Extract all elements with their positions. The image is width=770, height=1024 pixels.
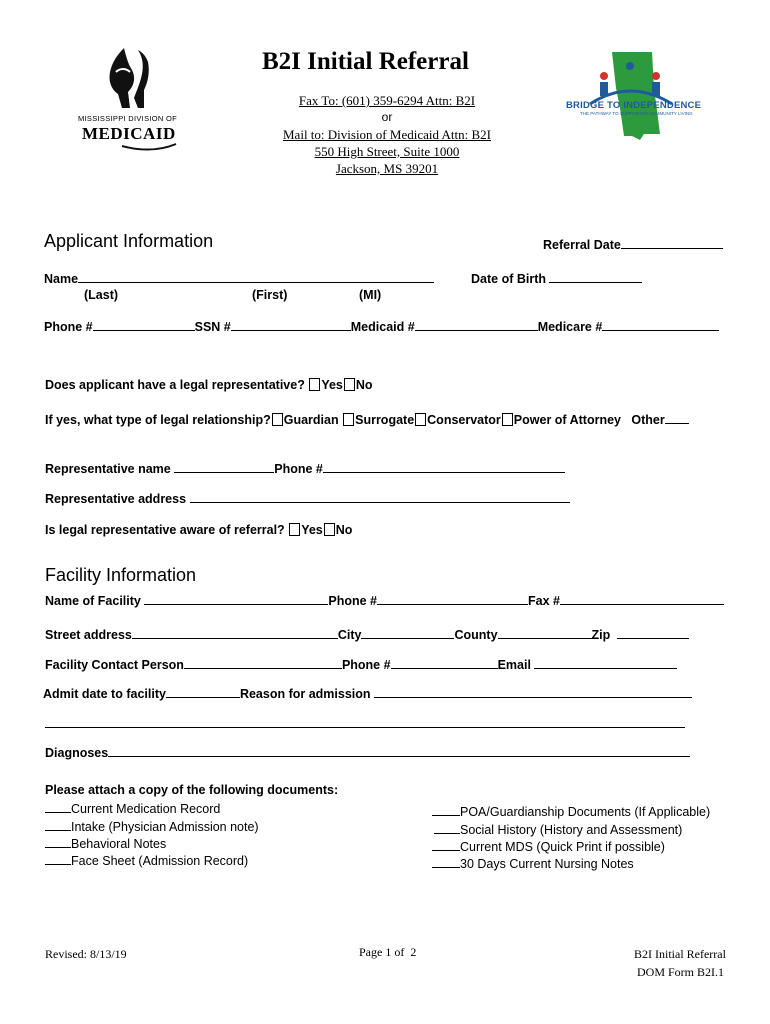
rep-phone-label: Phone # [274, 462, 323, 476]
doc-medication-record: Current Medication Record [71, 802, 221, 816]
doc-right-3-blank[interactable] [432, 855, 460, 868]
surrogate-label: Surrogate [355, 413, 415, 427]
contact-phone-label: Phone # [341, 658, 391, 672]
doc-right-1-blank[interactable] [434, 821, 460, 834]
documents-heading: Please attach a copy of the following documents: [45, 783, 339, 797]
referral-date-label: Referral Date [543, 238, 621, 252]
email-label: Email [497, 658, 531, 672]
ssn-field[interactable] [231, 318, 351, 331]
rep-address-field[interactable] [190, 490, 570, 503]
medicaid-field[interactable] [415, 318, 538, 331]
diagnoses-field[interactable] [108, 744, 690, 757]
doc-social-history: Social History (History and Assessment) [460, 823, 683, 837]
name-label: Name [44, 272, 79, 286]
legal-rep-question: Does applicant have a legal representative? [45, 378, 305, 392]
street-address-field[interactable] [132, 626, 338, 639]
b2i-logo-main: BRIDGE TO INDEPENDENCE [566, 100, 702, 111]
medicaid-label: Medicaid # [350, 320, 415, 334]
medicaid-logo-main: MEDICAID [82, 124, 176, 143]
surrogate-checkbox[interactable] [343, 413, 354, 426]
rep-name-label: Representative name [45, 462, 171, 476]
reason-label: Reason for admission [239, 687, 371, 701]
zip-field[interactable] [617, 626, 689, 639]
rep-name-field[interactable] [174, 460, 274, 473]
doc-intake: Intake (Physician Admission note) [71, 820, 259, 834]
email-field[interactable] [534, 656, 677, 669]
swoosh-icon [72, 142, 192, 154]
medicaid-logo-top: MISSISSIPPI DIVISION OF [78, 114, 178, 123]
poa-label: Power of Attorney [513, 413, 621, 427]
county-field[interactable] [498, 626, 592, 639]
city-line: Jackson, MS 39201 [335, 161, 439, 176]
dob-label: Date of Birth [471, 272, 546, 286]
phone-label: Phone # [44, 320, 93, 334]
poa-checkbox[interactable] [502, 413, 513, 426]
legal-rep-yes-checkbox[interactable] [309, 378, 320, 391]
aware-no-checkbox[interactable] [324, 523, 335, 536]
facility-section-title: Facility Information [45, 565, 197, 585]
doc-current-mds: Current MDS (Quick Print if possible) [460, 840, 665, 854]
phone-field[interactable] [93, 318, 195, 331]
doc-left-2-blank[interactable] [45, 835, 71, 848]
rep-address-label: Representative address [45, 492, 187, 506]
street-address-label: Street address [45, 628, 132, 642]
doc-right-0-blank[interactable] [432, 803, 460, 816]
revised-date: Revised: 8/13/19 [45, 947, 127, 961]
legal-rep-no-checkbox[interactable] [344, 378, 355, 391]
diagnoses-label: Diagnoses [45, 746, 109, 760]
doc-left-3-blank[interactable] [45, 852, 71, 865]
rep-phone-field[interactable] [323, 460, 565, 473]
reason-continuation-field[interactable] [45, 727, 685, 728]
doc-behavioral-notes: Behavioral Notes [71, 837, 167, 851]
page-title: B2I Initial Referral [262, 48, 469, 75]
dob-field[interactable] [549, 270, 642, 283]
aware-yes-label: Yes [301, 523, 323, 537]
admit-date-field[interactable] [166, 685, 240, 698]
other-label: Other [631, 413, 665, 427]
city-field[interactable] [361, 626, 454, 639]
applicant-section-title: Applicant Information [44, 231, 214, 251]
legal-type-question: If yes, what type of legal relationship? [45, 413, 271, 427]
last-name-caption: (Last) [84, 288, 119, 302]
b2i-logo-tagline: THE PATHWAY TO SUPPORTED COMMUNITY LIVING [580, 111, 693, 116]
facility-name-label: Name of Facility [45, 594, 141, 608]
county-label: County [454, 628, 498, 642]
footer-form-title: B2I Initial Referral [634, 947, 726, 961]
facility-fax-label: Fax # [527, 594, 560, 608]
name-field[interactable] [78, 270, 434, 283]
contact-phone-field[interactable] [391, 656, 498, 669]
doc-right-2-blank[interactable] [432, 838, 460, 851]
doc-poa-guardianship: POA/Guardianship Documents (If Applicable) [460, 805, 711, 819]
city-label: City [337, 628, 362, 642]
aware-no-label: No [335, 523, 353, 537]
facility-name-field[interactable] [144, 592, 328, 605]
contact-person-label: Facility Contact Person [45, 658, 184, 672]
mississippi-map-icon [560, 48, 700, 143]
or-text: or [381, 110, 393, 124]
first-name-caption: (First) [252, 288, 288, 302]
street-line: 550 High Street, Suite 1000 [314, 144, 460, 159]
medicare-label: Medicare # [537, 320, 603, 334]
medicaid-logo [72, 42, 192, 152]
b2i-logo [560, 48, 700, 143]
ssn-label: SSN # [194, 320, 231, 334]
doc-left-0-blank[interactable] [45, 800, 71, 813]
reason-field[interactable] [374, 685, 692, 698]
doc-face-sheet: Face Sheet (Admission Record) [71, 854, 249, 868]
hands-icon [72, 42, 192, 112]
facility-phone-label: Phone # [328, 594, 377, 608]
no-label: No [355, 378, 373, 392]
guardian-checkbox[interactable] [272, 413, 283, 426]
facility-fax-field[interactable] [560, 592, 724, 605]
conservator-label: Conservator [427, 413, 501, 427]
page-number: Page 1 of 2 [359, 945, 417, 959]
zip-label: Zip [591, 628, 611, 642]
doc-left-1-blank[interactable] [45, 818, 71, 831]
footer-form-id: DOM Form B2I.1 [637, 965, 725, 979]
guardian-label: Guardian [283, 413, 339, 427]
mi-caption: (MI) [359, 288, 382, 302]
contact-person-field[interactable] [184, 656, 342, 669]
fax-line: Fax To: (601) 359-6294 Attn: B2I [298, 93, 476, 108]
aware-question: Is legal representative aware of referral? [45, 523, 285, 537]
aware-yes-checkbox[interactable] [289, 523, 300, 536]
doc-nursing-notes: 30 Days Current Nursing Notes [460, 857, 634, 871]
admit-date-label: Admit date to facility [43, 687, 166, 701]
yes-label: Yes [321, 378, 343, 392]
referral-date-field[interactable] [621, 236, 723, 249]
conservator-checkbox[interactable] [415, 413, 426, 426]
facility-phone-field[interactable] [377, 592, 528, 605]
medicare-field[interactable] [602, 318, 719, 331]
other-field[interactable] [665, 411, 689, 424]
mail-line: Mail to: Division of Medicaid Attn: B2I [283, 127, 491, 142]
